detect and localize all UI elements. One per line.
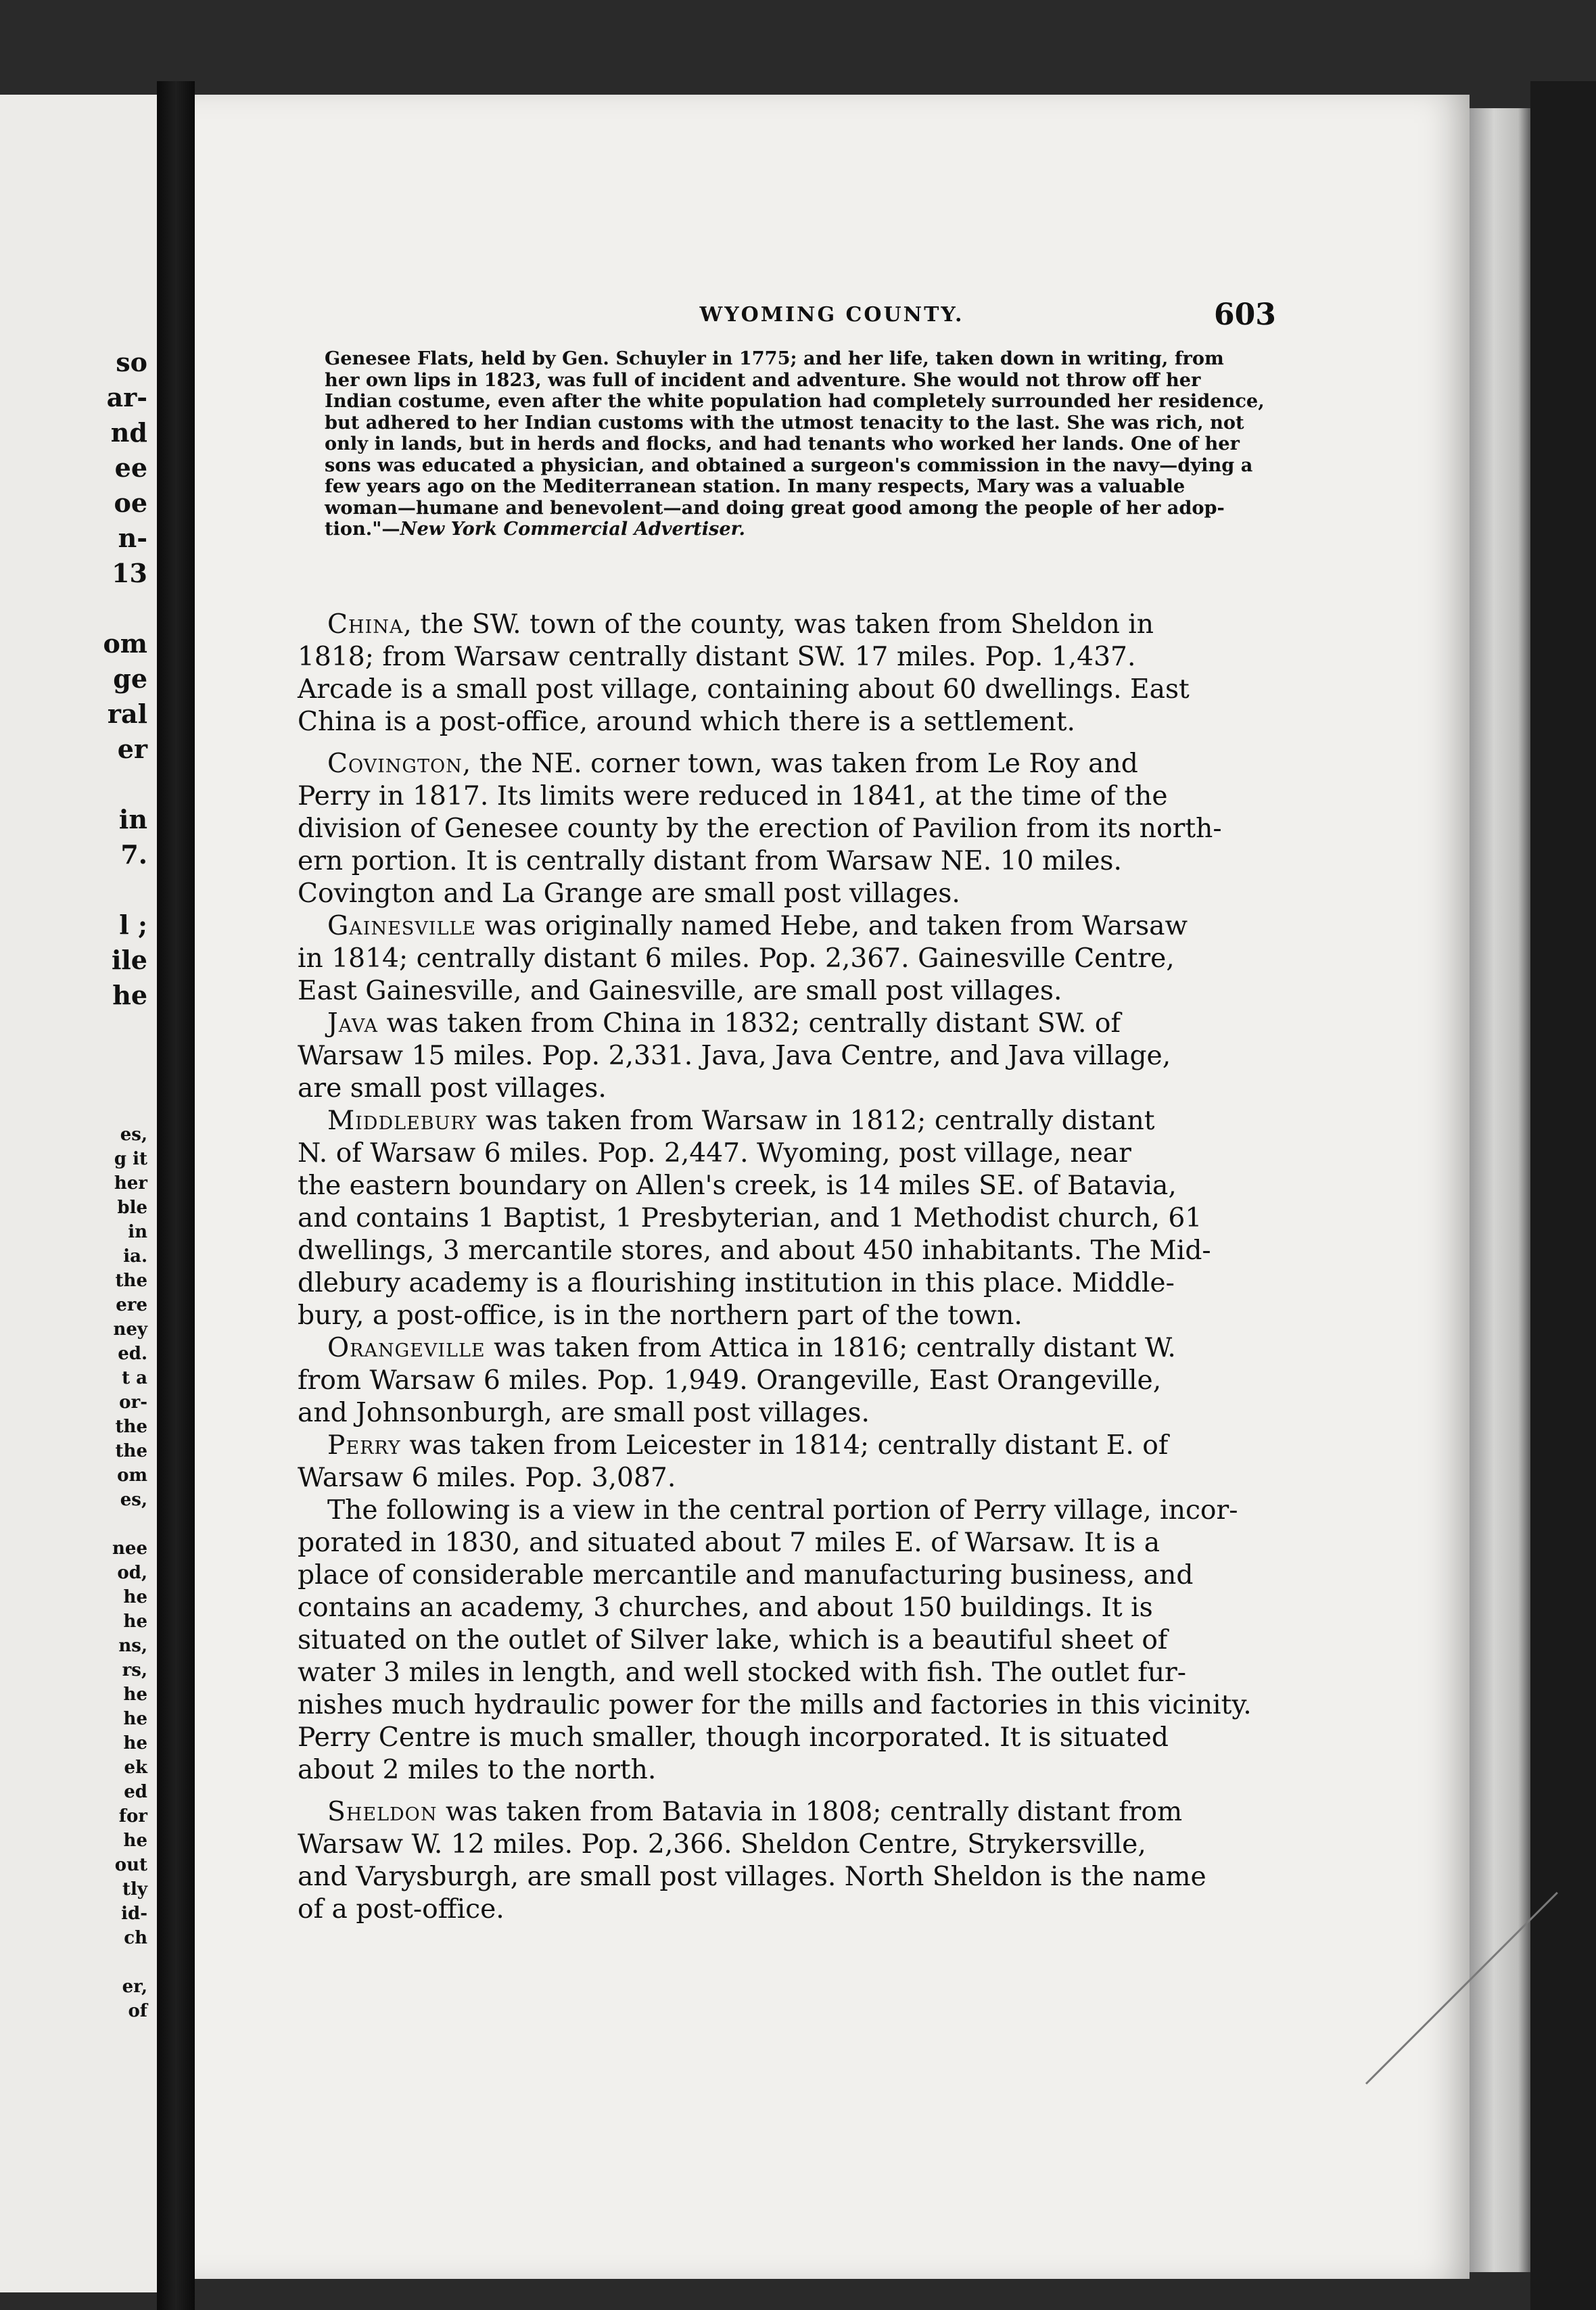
text-line — [298, 1332, 1258, 1365]
quotation-last-line: tion."—New York Commercial Advertiser. — [325, 518, 745, 540]
text-line — [298, 1893, 1258, 1926]
left-fragment-line: out — [114, 1855, 147, 1875]
left-fragment-line: the — [115, 1441, 147, 1461]
text-line — [298, 1008, 1258, 1040]
quotation-line: only in lands, but in herds and flocks, and had tenants who worked her lands. One of her — [325, 433, 1240, 454]
left-fragment-line: ee — [114, 452, 147, 483]
text-line — [298, 1796, 1258, 1829]
left-fragment-line: es, — [120, 1490, 147, 1510]
left-fragment-line: t a — [122, 1368, 147, 1388]
line-text: , the NE. corner town, was taken from Le Roy and — [462, 749, 1138, 779]
line-text: Perry in 1817. Its limits were reduced in 1841, at the time of the — [298, 781, 1168, 811]
left-fragment-line: he — [123, 1831, 147, 1851]
left-fragment-line: rs, — [122, 1660, 147, 1680]
left-fragment-line: ral — [107, 699, 147, 729]
text-line — [298, 780, 1258, 813]
line-text: dlebury academy is a flourishing institution in this place. Middle- — [298, 1268, 1175, 1298]
town-name: Java — [327, 1008, 379, 1039]
left-fragment-line: od, — [117, 1563, 147, 1583]
left-fragment-line: tly — [122, 1879, 147, 1900]
line-text: nishes much hydraulic power for the mills and factories in this vicinity. — [298, 1690, 1252, 1720]
line-text: are small post villages. — [298, 1073, 607, 1104]
left-fragment-line: ek — [124, 1758, 147, 1778]
line-text: was taken from Leicester in 1814; centrally distant E. of — [400, 1430, 1169, 1461]
line-text: Covington and La Grange are small post villages. — [298, 878, 960, 909]
text-line — [298, 845, 1258, 878]
left-fragment-line: ney — [113, 1319, 147, 1340]
line-text: water 3 miles in length, and well stocked with fish. The outlet fur- — [298, 1657, 1187, 1688]
line-text: China is a post-office, around which there is a settlement. — [298, 707, 1075, 737]
town-name: Sheldon — [327, 1797, 438, 1827]
left-fragment-line: ile — [111, 945, 147, 975]
line-text: contains an academy, 3 churches, and about 150 buildings. It is — [298, 1593, 1153, 1623]
left-fragment-line: her — [114, 1173, 147, 1194]
left-fragment-line: the — [115, 1271, 147, 1291]
quotation-source: New York Commercial Advertiser. — [400, 518, 745, 540]
text-line — [298, 1722, 1258, 1754]
left-fragment-line: g it — [114, 1149, 147, 1169]
line-text: and Johnsonburgh, are small post villages. — [298, 1398, 870, 1428]
left-fragment-line: nee — [112, 1538, 147, 1559]
text-line — [298, 1494, 1258, 1527]
left-fragment-line: nd — [110, 417, 147, 448]
line-text: The following is a view in the central portion of Perry village, incor- — [327, 1495, 1238, 1526]
left-fragment-line: er, — [122, 1977, 147, 1997]
town-name: Orangeville — [327, 1333, 486, 1363]
text-line — [298, 1202, 1258, 1235]
left-fragment-line: for — [118, 1806, 147, 1826]
text-line — [298, 1040, 1258, 1072]
left-fragment-line: l ; — [119, 910, 147, 940]
text-line — [298, 748, 1258, 780]
left-page-fragment — [0, 95, 158, 2292]
left-fragment-line: er — [117, 734, 147, 764]
left-fragment-line: ns, — [118, 1636, 147, 1656]
text-line — [298, 1397, 1258, 1430]
left-fragment-line — [5, 767, 147, 802]
town-name: Perry — [327, 1430, 401, 1461]
left-fragment-line: ere — [116, 1295, 147, 1315]
left-page-text-big — [5, 345, 147, 1013]
left-fragment-line: of — [128, 2001, 147, 2021]
text-line — [298, 1105, 1258, 1137]
text-line — [298, 1592, 1258, 1624]
line-text: was taken from China in 1832; centrally distant SW. of — [378, 1008, 1121, 1039]
text-line — [298, 674, 1258, 706]
line-text: Warsaw 15 miles. Pop. 2,331. Java, Java Centre, and Java village, — [298, 1041, 1171, 1071]
text-line — [298, 1689, 1258, 1722]
line-text: 1818; from Warsaw centrally distant SW. 17 miles. Pop. 1,437. — [298, 642, 1136, 672]
line-text: in 1814; centrally distant 6 miles. Pop. 2,367. Gainesville Centre, — [298, 943, 1175, 974]
text-line — [298, 1300, 1258, 1332]
quotation-line: few years ago on the Mediterranean station. In many respects, Mary was a valuable — [325, 475, 1186, 497]
line-text: and contains 1 Baptist, 1 Presbyterian, and 1 Methodist church, 61 — [298, 1203, 1202, 1233]
text-line — [298, 1624, 1258, 1657]
town-name: China — [327, 609, 404, 640]
paragraph-gainesville — [298, 910, 1258, 1008]
line-text: ern portion. It is centrally distant from Warsaw NE. 10 miles. — [298, 846, 1123, 876]
line-text: porated in 1830, and situated about 7 miles E. of Warsaw. It is a — [298, 1528, 1160, 1558]
left-fragment-line: he — [123, 1733, 147, 1753]
text-line — [298, 1559, 1258, 1592]
line-text: bury, a post-office, is in the northern part of the town. — [298, 1300, 1023, 1331]
left-fragment-line: ed — [124, 1782, 147, 1802]
text-line — [298, 1754, 1258, 1787]
line-text: East Gainesville, and Gainesville, are small post villages. — [298, 976, 1062, 1006]
text-line — [298, 1267, 1258, 1300]
text-line — [298, 641, 1258, 674]
text-line — [298, 943, 1258, 975]
line-text: Warsaw 6 miles. Pop. 3,087. — [298, 1463, 676, 1493]
left-fragment-line: om — [117, 1465, 147, 1486]
left-page-text-small — [5, 1123, 147, 2023]
left-fragment-line: or- — [119, 1392, 147, 1413]
line-text: division of Genesee county by the erection of Pavilion from its north- — [298, 814, 1222, 844]
line-text: dwellings, 3 mercantile stores, and about 450 inhabitants. The Mid- — [298, 1235, 1211, 1266]
town-name: Middlebury — [327, 1106, 477, 1136]
left-fragment-line: he — [123, 1709, 147, 1729]
left-fragment-line — [5, 1950, 147, 1975]
left-fragment-line: ble — [117, 1198, 147, 1218]
left-fragment-line: oe — [114, 488, 147, 518]
text-line — [298, 910, 1258, 943]
text-line — [298, 813, 1258, 845]
line-text: and Varysburgh, are small post villages. North Sheldon is the name — [298, 1862, 1206, 1892]
left-fragment-line: ia. — [123, 1246, 147, 1267]
left-fragment-line: in — [118, 804, 147, 834]
paragraph-perry-village — [298, 1494, 1258, 1787]
paragraph-china — [298, 609, 1258, 738]
running-head: WYOMING COUNTY. — [699, 303, 964, 327]
text-line — [298, 1170, 1258, 1202]
left-fragment-line: es, — [120, 1125, 147, 1145]
article-body — [298, 609, 1258, 1926]
left-fragment-line — [5, 591, 147, 626]
line-text: of a post-office. — [298, 1894, 504, 1925]
left-fragment-line — [5, 1512, 147, 1536]
left-fragment-line: om — [103, 628, 147, 659]
line-text: Warsaw W. 12 miles. Pop. 2,366. Sheldon Centre, Strykersville, — [298, 1829, 1146, 1860]
text-line — [298, 1527, 1258, 1559]
line-text: N. of Warsaw 6 miles. Pop. 2,447. Wyoming, post village, near — [298, 1138, 1131, 1169]
paragraph-covington — [298, 748, 1258, 910]
text-line — [298, 706, 1258, 738]
paragraph-sheldon — [298, 1796, 1258, 1926]
line-text: Arcade is a small post village, containing about 60 dwellings. East — [298, 674, 1190, 705]
left-fragment-line — [5, 872, 147, 908]
quotation-line: Indian costume, even after the white population had completely surrounded her residence, — [325, 390, 1265, 412]
left-fragment-line: he — [123, 1587, 147, 1607]
text-line — [298, 1829, 1258, 1861]
left-fragment-line: ar- — [106, 382, 147, 412]
line-text: was taken from Attica in 1816; centrally distant W. — [485, 1333, 1176, 1363]
paragraph-java — [298, 1008, 1258, 1105]
left-fragment-line: in — [128, 1222, 147, 1242]
left-fragment-line: ed. — [118, 1344, 147, 1364]
town-name: Gainesville — [327, 911, 477, 941]
line-text: the eastern boundary on Allen's creek, is 14 miles SE. of Batavia, — [298, 1171, 1177, 1201]
text-line — [298, 1430, 1258, 1462]
left-fragment-line: he — [112, 980, 147, 1010]
paragraph-middlebury — [298, 1105, 1258, 1332]
text-line — [298, 1137, 1258, 1170]
left-fragment-line: he — [123, 1611, 147, 1632]
text-line — [298, 1365, 1258, 1397]
line-text: Perry Centre is much smaller, though incorporated. It is situated — [298, 1722, 1169, 1753]
quotation-block — [325, 348, 1265, 540]
left-fragment-line: so — [116, 347, 147, 377]
text-line — [298, 1462, 1258, 1494]
text-line — [298, 609, 1258, 641]
text-line — [298, 1235, 1258, 1267]
line-text: situated on the outlet of Silver lake, which is a beautiful sheet of — [298, 1625, 1168, 1655]
left-fragment-line: ge — [113, 663, 147, 694]
line-text: was originally named Hebe, and taken from Warsaw — [476, 911, 1188, 941]
left-fragment-line: ch — [124, 1928, 147, 1948]
left-fragment-line: 7. — [120, 839, 147, 870]
line-text: was taken from Batavia in 1808; centrally distant from — [437, 1797, 1183, 1827]
quotation-line: woman—humane and benevolent—and doing great good among the people of her adop- — [325, 496, 1225, 519]
text-line — [298, 1861, 1258, 1893]
line-text: was taken from Warsaw in 1812; centrally distant — [477, 1106, 1155, 1136]
town-name: Covington — [327, 749, 463, 779]
paragraph-orangeville — [298, 1332, 1258, 1430]
left-fragment-line: the — [115, 1417, 147, 1437]
left-fragment-line: n- — [118, 523, 147, 553]
left-fragment-line: id- — [121, 1904, 147, 1924]
text-line — [298, 1072, 1258, 1105]
quotation-line: her own lips in 1823, was full of incident and adventure. She would not throw off her — [325, 369, 1201, 391]
quotation-lines — [325, 348, 1265, 519]
text-line — [298, 878, 1258, 910]
quotation-line: Genesee Flats, held by Gen. Schuyler in 1775; and her life, taken down in writing, from — [325, 348, 1224, 369]
line-text: , the SW. town of the county, was taken from Sheldon in — [403, 609, 1154, 640]
book-binding — [157, 81, 195, 2310]
line-text: place of considerable mercantile and manufacturing business, and — [298, 1560, 1194, 1590]
quotation-line: but adhered to her Indian customs with the utmost tenacity to the last. She was rich, not — [325, 411, 1244, 433]
scan-background — [1530, 81, 1596, 2310]
quotation-line: sons was educated a physician, and obtained a surgeon's commission in the navy—dying a — [325, 454, 1253, 476]
left-fragment-line: he — [123, 1684, 147, 1705]
left-fragment-line: 13 — [112, 558, 147, 588]
text-line — [298, 1657, 1258, 1689]
line-text: about 2 miles to the north. — [298, 1755, 657, 1785]
text-line — [298, 975, 1258, 1008]
paragraph-perry — [298, 1430, 1258, 1494]
line-text: from Warsaw 6 miles. Pop. 1,949. Orangeville, East Orangeville, — [298, 1365, 1162, 1396]
page-number: 603 — [1214, 298, 1276, 332]
